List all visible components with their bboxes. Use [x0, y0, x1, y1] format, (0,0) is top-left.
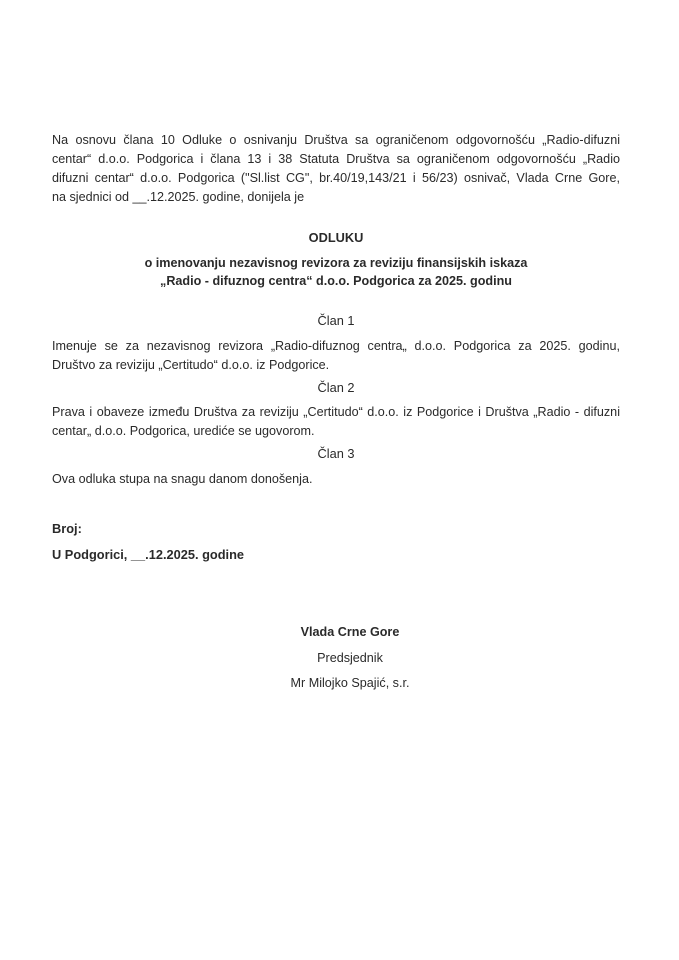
number-label: Broj:	[52, 521, 82, 536]
preamble-line: na sjednici od __.12.2025. godine, donijela je	[52, 190, 305, 204]
article-3-heading: Član 3	[317, 446, 355, 461]
article-line: Prava i obaveze između Društva za reviziju „Certitudo“ d.o.o. iz Podgorice i Društva „Radio - difuzni	[52, 405, 620, 419]
article-1-body	[52, 337, 620, 375]
article-line: Društvo za reviziju „Certitudo“ d.o.o. iz Podgorice.	[52, 358, 330, 372]
article-1-heading: Član 1	[317, 313, 355, 328]
preamble-paragraph	[52, 131, 620, 207]
document-title: ODLUKU	[308, 230, 364, 245]
document-subtitle	[52, 254, 620, 290]
subtitle-line: o imenovanju nezavisnog revizora za reviziju finansijskih iskaza	[144, 256, 528, 270]
preamble-line: centar“ d.o.o. Podgorica i člana 13 i 38 Statuta Društva sa ograničenom odgovornošću „Radio	[52, 152, 620, 166]
article-2-heading: Član 2	[317, 380, 355, 395]
signature-name: Mr Milojko Spajić, s.r.	[290, 676, 410, 690]
signature-authority: Vlada Crne Gore	[300, 625, 400, 639]
preamble-line: Na osnovu člana 10 Odluke o osnivanju Društva sa ograničenom odgovornošću „Radio-difuzni	[52, 133, 620, 147]
article-3-body	[52, 470, 620, 489]
signature-role: Predsjednik	[317, 651, 383, 665]
preamble-line: difuzni centar“ d.o.o. Podgorica ("Sl.list CG", br.40/19,143/21 i 56/23) osnivač, Vlada Crne Gore,	[52, 171, 620, 185]
article-line: Ova odluka stupa na snagu danom donošenja.	[52, 472, 313, 486]
place-date: U Podgorici, __.12.2025. godine	[52, 547, 245, 562]
subtitle-line: „Radio - difuznog centra“ d.o.o. Podgorica za 2025. godinu	[160, 274, 512, 288]
article-line: centar„ d.o.o. Podgorica, urediće se ugovorom.	[52, 424, 315, 438]
article-2-body	[52, 403, 620, 441]
article-line: Imenuje se za nezavisnog revizora „Radio-difuznog centra„ d.o.o. Podgorica za 2025. godinu,	[52, 339, 620, 353]
